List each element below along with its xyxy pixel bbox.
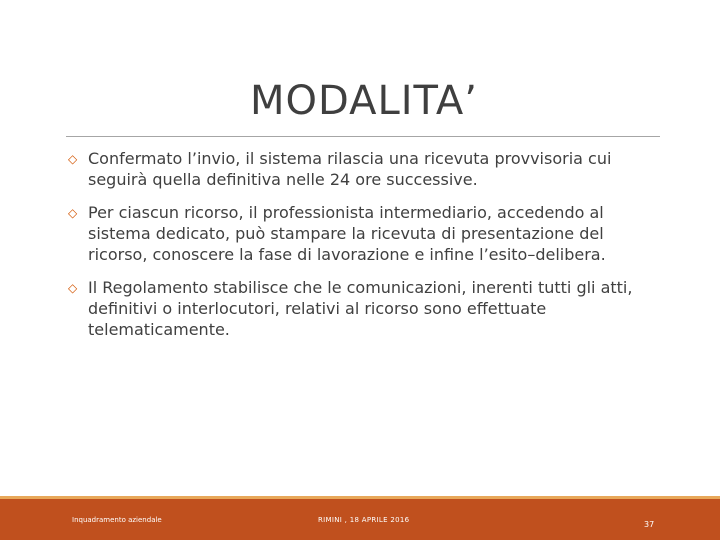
bullet-text: Confermato l’invio, il sistema rilascia una ricevuta provvisoria cui seguirà quella definitiva nelle 24 ore successive. xyxy=(88,149,612,189)
hollow-diamond-icon: ◇ xyxy=(68,152,78,166)
bullet-list xyxy=(66,148,636,352)
hollow-diamond-icon: ◇ xyxy=(68,281,78,295)
footer-date-label: RIMINI , 18 APRILE 2016 xyxy=(318,516,410,524)
footer-left-label: Inquadramento aziendale xyxy=(72,516,162,524)
bullet-item xyxy=(66,277,636,340)
bullet-text: Per ciascun ricorso, il professionista intermediario, accedendo al sistema dedicato, può stampare la ricevuta di presentazione del ricorso, conoscere la fase di lavorazione e infine l’esito–delibera. xyxy=(88,203,606,264)
footer-accent-stripe xyxy=(0,496,720,499)
bullet-item xyxy=(66,202,636,265)
bullet-text: Il Regolamento stabilisce che le comunicazioni, inerenti tutti gli atti, definitivi o interlocutori, relativi al ricorso sono effettuate telematicamente. xyxy=(88,278,633,339)
bullet-item xyxy=(66,148,636,190)
title-divider xyxy=(66,136,660,137)
slide-title: MODALITA’ xyxy=(250,78,478,124)
page-number: 37 xyxy=(644,520,655,529)
hollow-diamond-icon: ◇ xyxy=(68,206,78,220)
